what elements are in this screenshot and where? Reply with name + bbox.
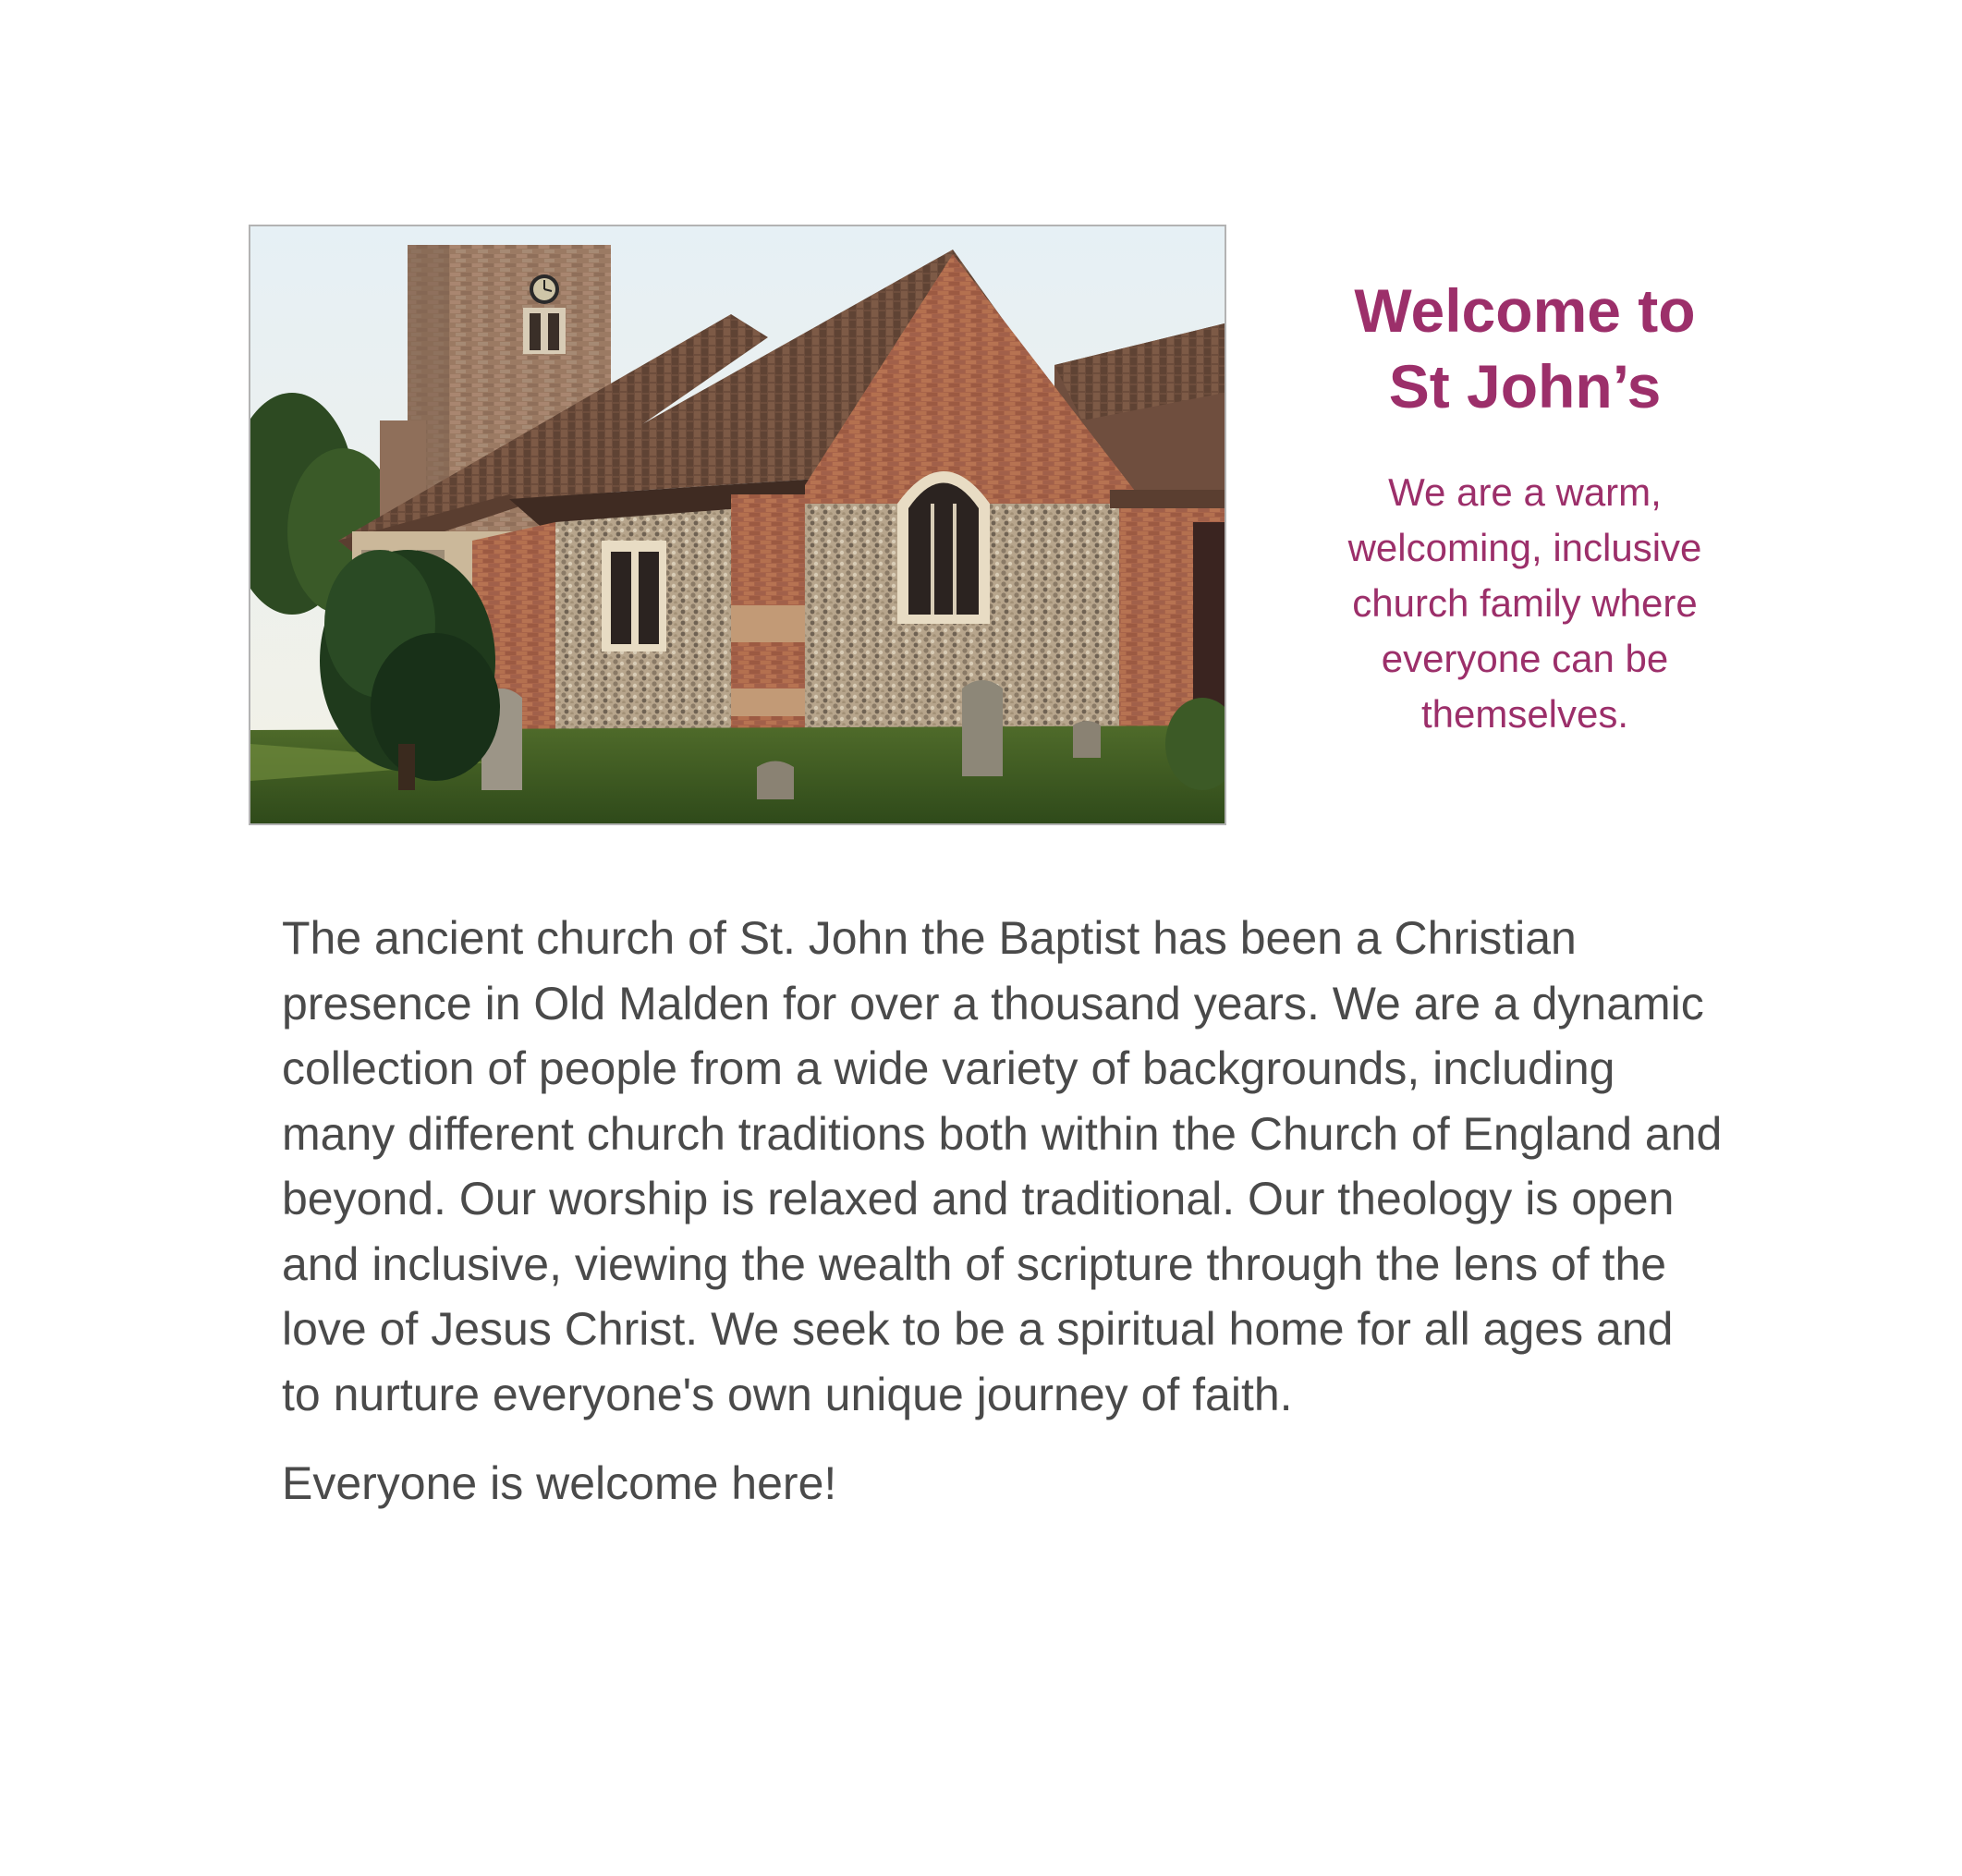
church-illustration	[250, 226, 1225, 823]
welcome-panel	[1266, 273, 1784, 742]
welcome-title-line2: St John’s	[1388, 352, 1662, 420]
welcome-title	[1266, 273, 1784, 424]
intro-text	[282, 906, 1724, 1517]
church-photo	[249, 225, 1226, 825]
welcome-title-line1: Welcome to	[1354, 276, 1696, 345]
closing-line: Everyone is welcome here!	[282, 1457, 837, 1509]
intro-paragraph: The ancient church of St. John the Baptist has been a Christian presence in Old Malden for over a thousand years. We are a dynamic collection of people from a wide variety of backgrounds, including many different church traditions both within the Church of England and beyond. Our worship is relaxed and traditional. Our theology is open and inclusive, viewing the wealth of scripture through the lens of the love of Jesus Christ. We seek to be a spiritual home for all ages and to nurture everyone's own unique journey of faith.	[282, 912, 1723, 1420]
welcome-subtitle: We are a warm, welcoming, inclusive church family where everyone can be themselves.	[1347, 470, 1702, 736]
